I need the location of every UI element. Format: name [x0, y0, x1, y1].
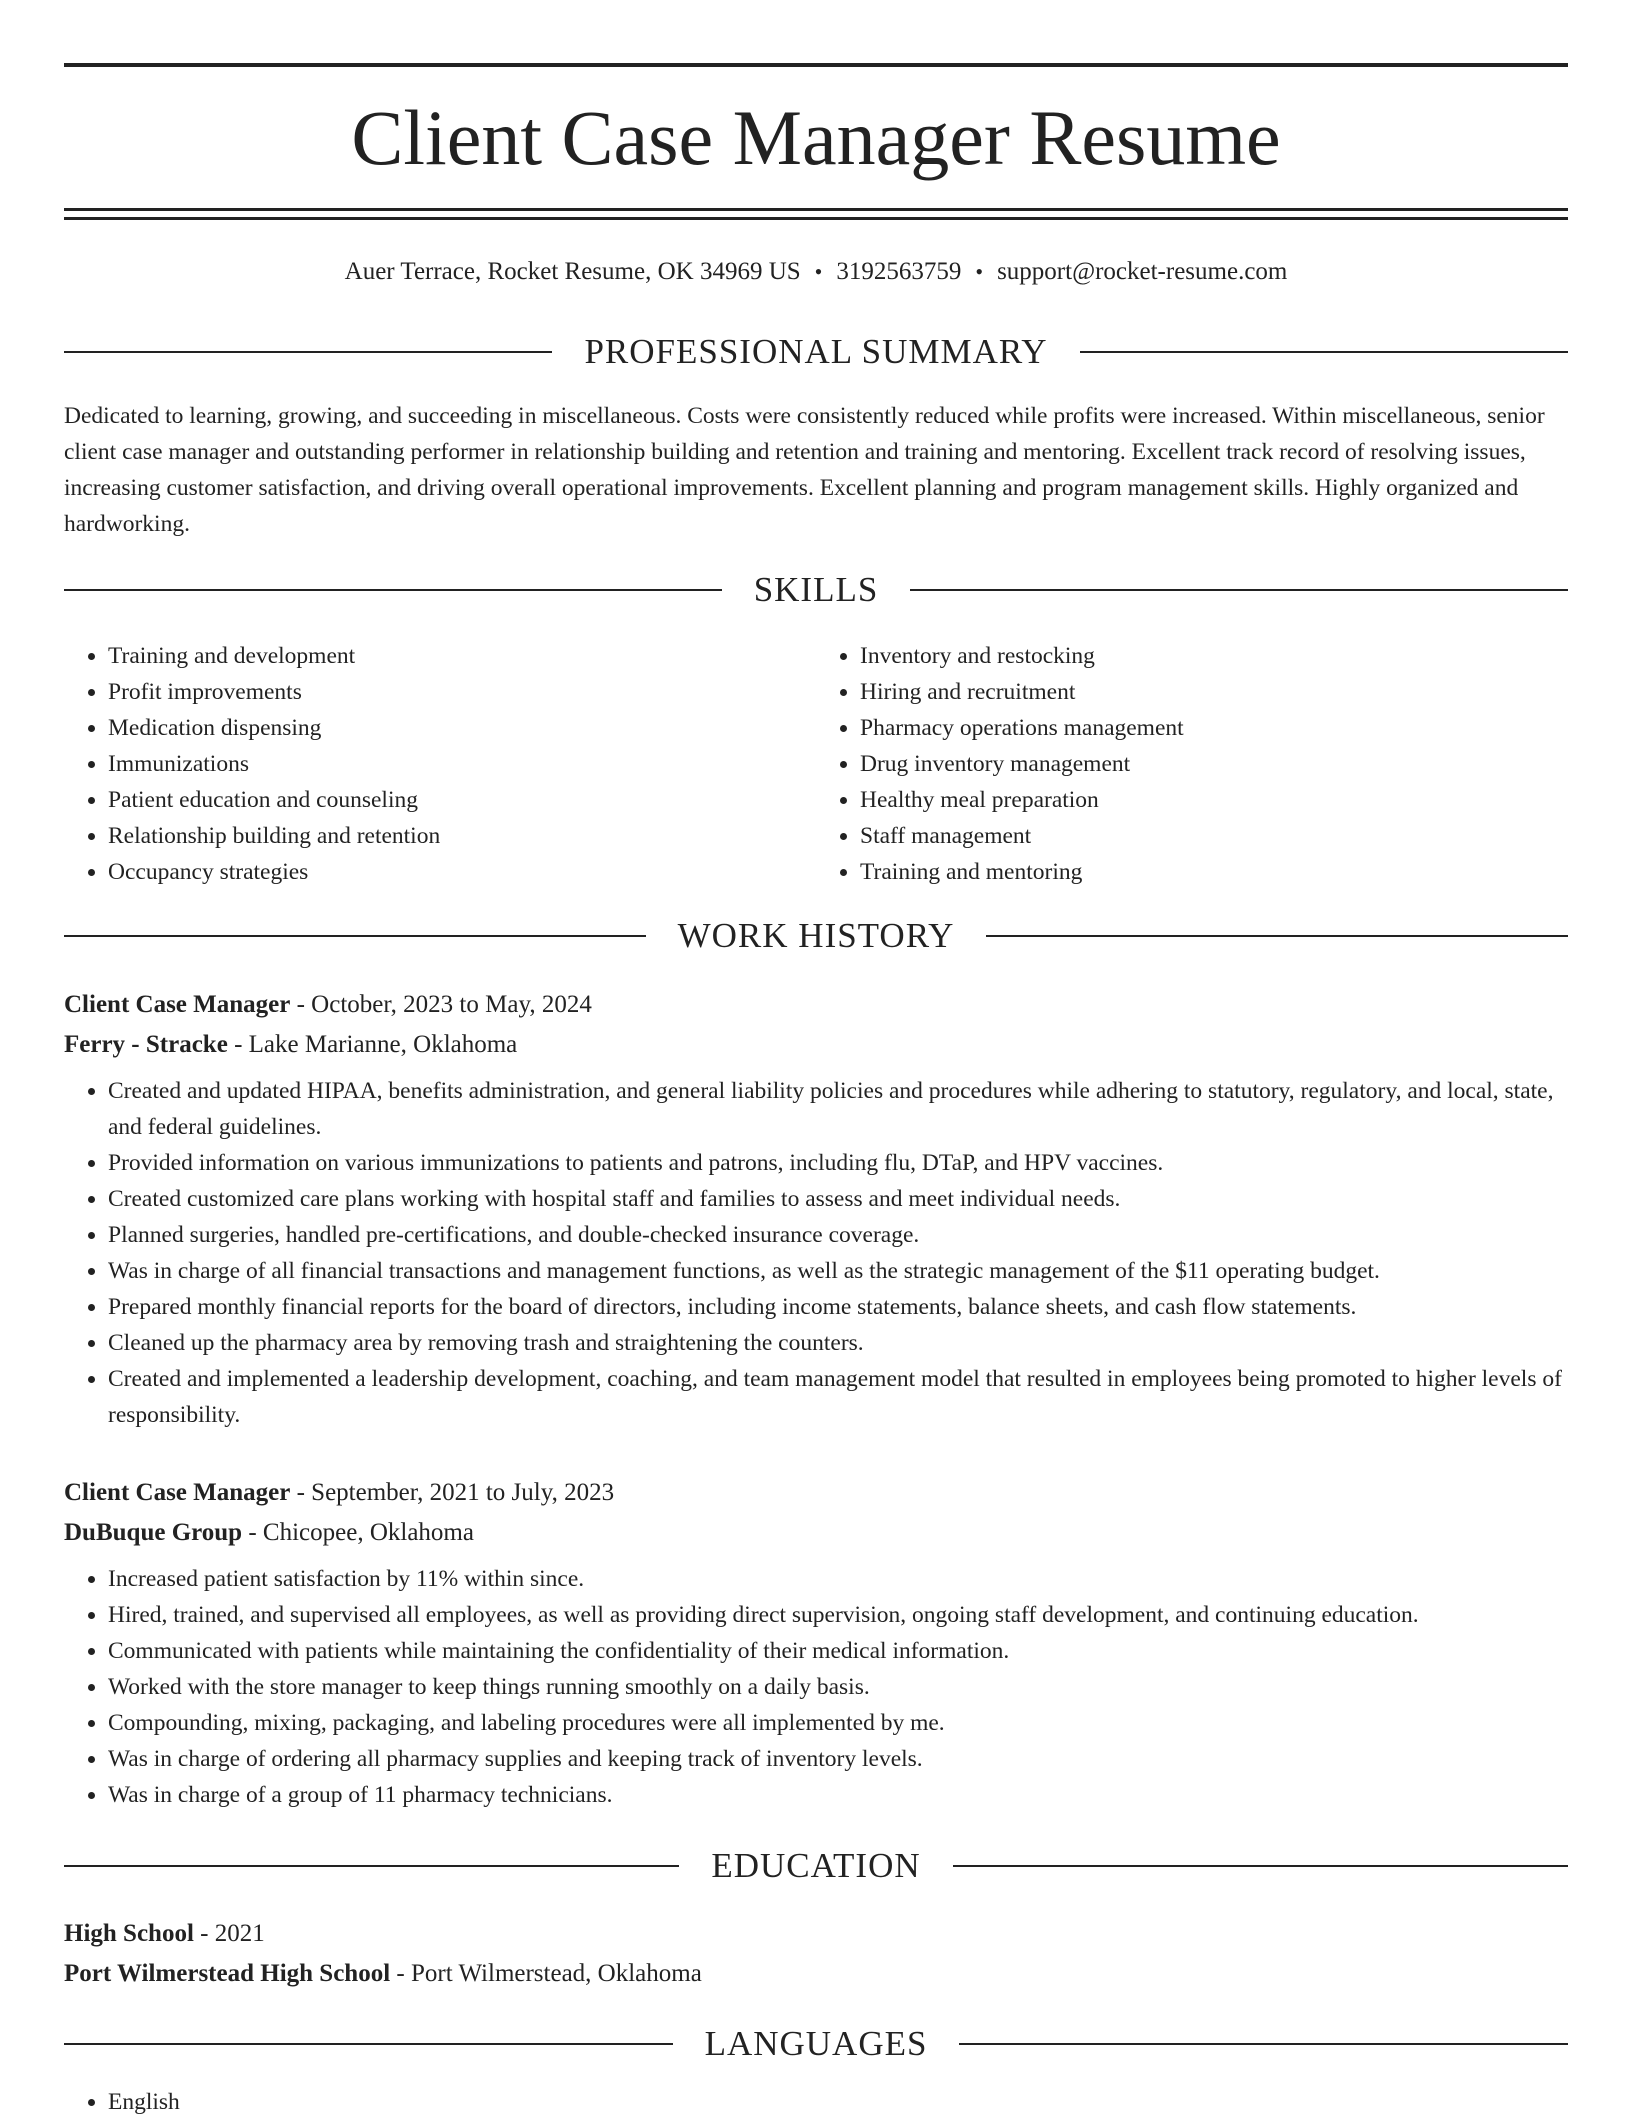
education-degree-line: [64, 1914, 1568, 1954]
job-title-line: [64, 1473, 1568, 1513]
section-title: EDUCATION: [711, 1846, 921, 1885]
top-rule: [64, 63, 1568, 67]
job-bullet: • Was in charge of ordering all pharmacy supplies and keeping track of inventory levels.: [108, 1741, 1568, 1777]
languages-list: [64, 2084, 1568, 2120]
job-entry: [64, 985, 1568, 1433]
job-bullet: • Prepared monthly financial reports for the board of directors, including income statements, balance sheets, and cash flow statements.: [108, 1289, 1568, 1325]
skill-item: • Healthy meal preparation: [860, 782, 1568, 818]
job-bullet: • Planned surgeries, handled pre-certifications, and double-checked insurance coverage.: [108, 1217, 1568, 1253]
section-title: WORK HISTORY: [677, 916, 955, 955]
contact-address: Auer Terrace, Rocket Resume, OK 34969 US: [344, 258, 801, 285]
heading-rule: [64, 935, 646, 937]
skill-item: • Patient education and counseling: [108, 782, 816, 818]
job-company-line: [64, 1025, 1568, 1065]
skills-column-left: [64, 638, 816, 890]
job-bullet: • Cleaned up the pharmacy area by removing trash and straightening the counters.: [108, 1325, 1568, 1361]
skill-item: • Medication dispensing: [108, 710, 816, 746]
section-title: PROFESSIONAL SUMMARY: [584, 332, 1048, 371]
heading-rule: [959, 2043, 1568, 2045]
skill-item: • Profit improvements: [108, 674, 816, 710]
language-item: • English: [108, 2084, 1568, 2120]
education-school-line: [64, 1954, 1568, 1994]
section-heading-education: [64, 1842, 1568, 1890]
job-bullet: • Worked with the store manager to keep things running smoothly on a daily basis.: [108, 1669, 1568, 1705]
contact-phone: 3192563759: [836, 258, 962, 285]
heading-rule: [64, 1865, 679, 1867]
job-bullet: • Hired, trained, and supervised all employees, as well as providing direct supervision, ongoing staff development, and continuing education.: [108, 1597, 1568, 1633]
skill-item: • Inventory and restocking: [860, 638, 1568, 674]
skill-item: • Occupancy strategies: [108, 854, 816, 890]
section-title: LANGUAGES: [704, 2024, 928, 2063]
contact-separator: •: [975, 259, 984, 284]
skill-item: • Staff management: [860, 818, 1568, 854]
education-location: - Port Wilmerstead, Oklahoma: [396, 1960, 702, 1987]
skill-item: • Training and mentoring: [860, 854, 1568, 890]
job-bullet: • Increased patient satisfaction by 11% within since.: [108, 1561, 1568, 1597]
job-bullet: • Created and updated HIPAA, benefits administration, and general liability policies and procedures while adhering to statutory, regulatory, and local, state, and federal guidelines.: [108, 1073, 1568, 1145]
contact-separator: •: [814, 259, 823, 284]
job-bullet: • Was in charge of all financial transactions and management functions, as well as the strategic management of the $11 operating budget.: [108, 1253, 1568, 1289]
job-title-line: [64, 985, 1568, 1025]
heading-rule: [986, 935, 1568, 937]
job-bullet: • Compounding, mixing, packaging, and labeling procedures were all implemented by me.: [108, 1705, 1568, 1741]
job-dates: - October, 2023 to May, 2024: [296, 991, 592, 1018]
skill-item: • Hiring and recruitment: [860, 674, 1568, 710]
contact-email: support@rocket-resume.com: [997, 258, 1288, 285]
skills-list: [64, 638, 1568, 890]
section-title: SKILLS: [753, 570, 879, 609]
job-bullet: • Created customized care plans working with hospital staff and families to assess and meet individual needs.: [108, 1181, 1568, 1217]
skill-item: • Training and development: [108, 638, 816, 674]
heading-rule: [64, 351, 552, 353]
job-entry: [64, 1473, 1568, 1813]
education-school: Port Wilmerstead High School: [64, 1960, 391, 1987]
skill-item: • Pharmacy operations management: [860, 710, 1568, 746]
education-entry: [64, 1914, 1568, 1994]
job-bullet: • Provided information on various immunizations to patients and patrons, including flu, DTaP, and HPV vaccines.: [108, 1145, 1568, 1181]
heading-rule: [953, 1865, 1568, 1867]
heading-rule: [64, 2043, 673, 2045]
title-double-rule: [64, 208, 1568, 220]
job-location: - Chicopee, Oklahoma: [248, 1519, 474, 1546]
job-bullet: • Communicated with patients while maintaining the confidentiality of their medical information.: [108, 1633, 1568, 1669]
heading-rule: [64, 589, 722, 591]
job-dates: - September, 2021 to July, 2023: [296, 1479, 615, 1506]
job-company-line: [64, 1513, 1568, 1553]
job-bullets: [64, 1073, 1568, 1433]
skills-column-right: [816, 638, 1568, 890]
section-heading-summary: [64, 328, 1568, 376]
skill-item: • Immunizations: [108, 746, 816, 782]
job-company: Ferry - Stracke: [64, 1031, 228, 1058]
job-bullet: • Created and implemented a leadership development, coaching, and team management model that resulted in employees being promoted to higher levels of responsibility.: [108, 1361, 1568, 1433]
section-heading-work-history: [64, 912, 1568, 960]
section-heading-skills: [64, 566, 1568, 614]
heading-rule: [1080, 351, 1568, 353]
job-company: DuBuque Group: [64, 1519, 243, 1546]
summary-text: Dedicated to learning, growing, and succeeding in miscellaneous. Costs were consistently reduced while profits were increased. Within miscellaneous, senior client case manager and outstanding performer in relationship building and retention and training and mentoring. Excellent track record of resolving issues, increasing customer satisfaction, and driving overall operational improvements. Excellent planning and program management skills. Highly organized and hardworking.: [64, 403, 1545, 537]
job-location: - Lake Marianne, Oklahoma: [234, 1031, 518, 1058]
page-title: Client Case Manager Resume: [351, 94, 1281, 181]
skill-item: • Relationship building and retention: [108, 818, 816, 854]
education-year: - 2021: [200, 1920, 265, 1947]
skill-item: • Drug inventory management: [860, 746, 1568, 782]
section-heading-languages: [64, 2020, 1568, 2068]
education-degree: High School: [64, 1920, 194, 1947]
job-bullets: [64, 1561, 1568, 1813]
job-title: Client Case Manager: [64, 1479, 291, 1506]
job-title: Client Case Manager: [64, 991, 291, 1018]
contact-line: [64, 252, 1568, 292]
job-bullet: • Was in charge of a group of 11 pharmacy technicians.: [108, 1777, 1568, 1813]
heading-rule: [910, 589, 1568, 591]
